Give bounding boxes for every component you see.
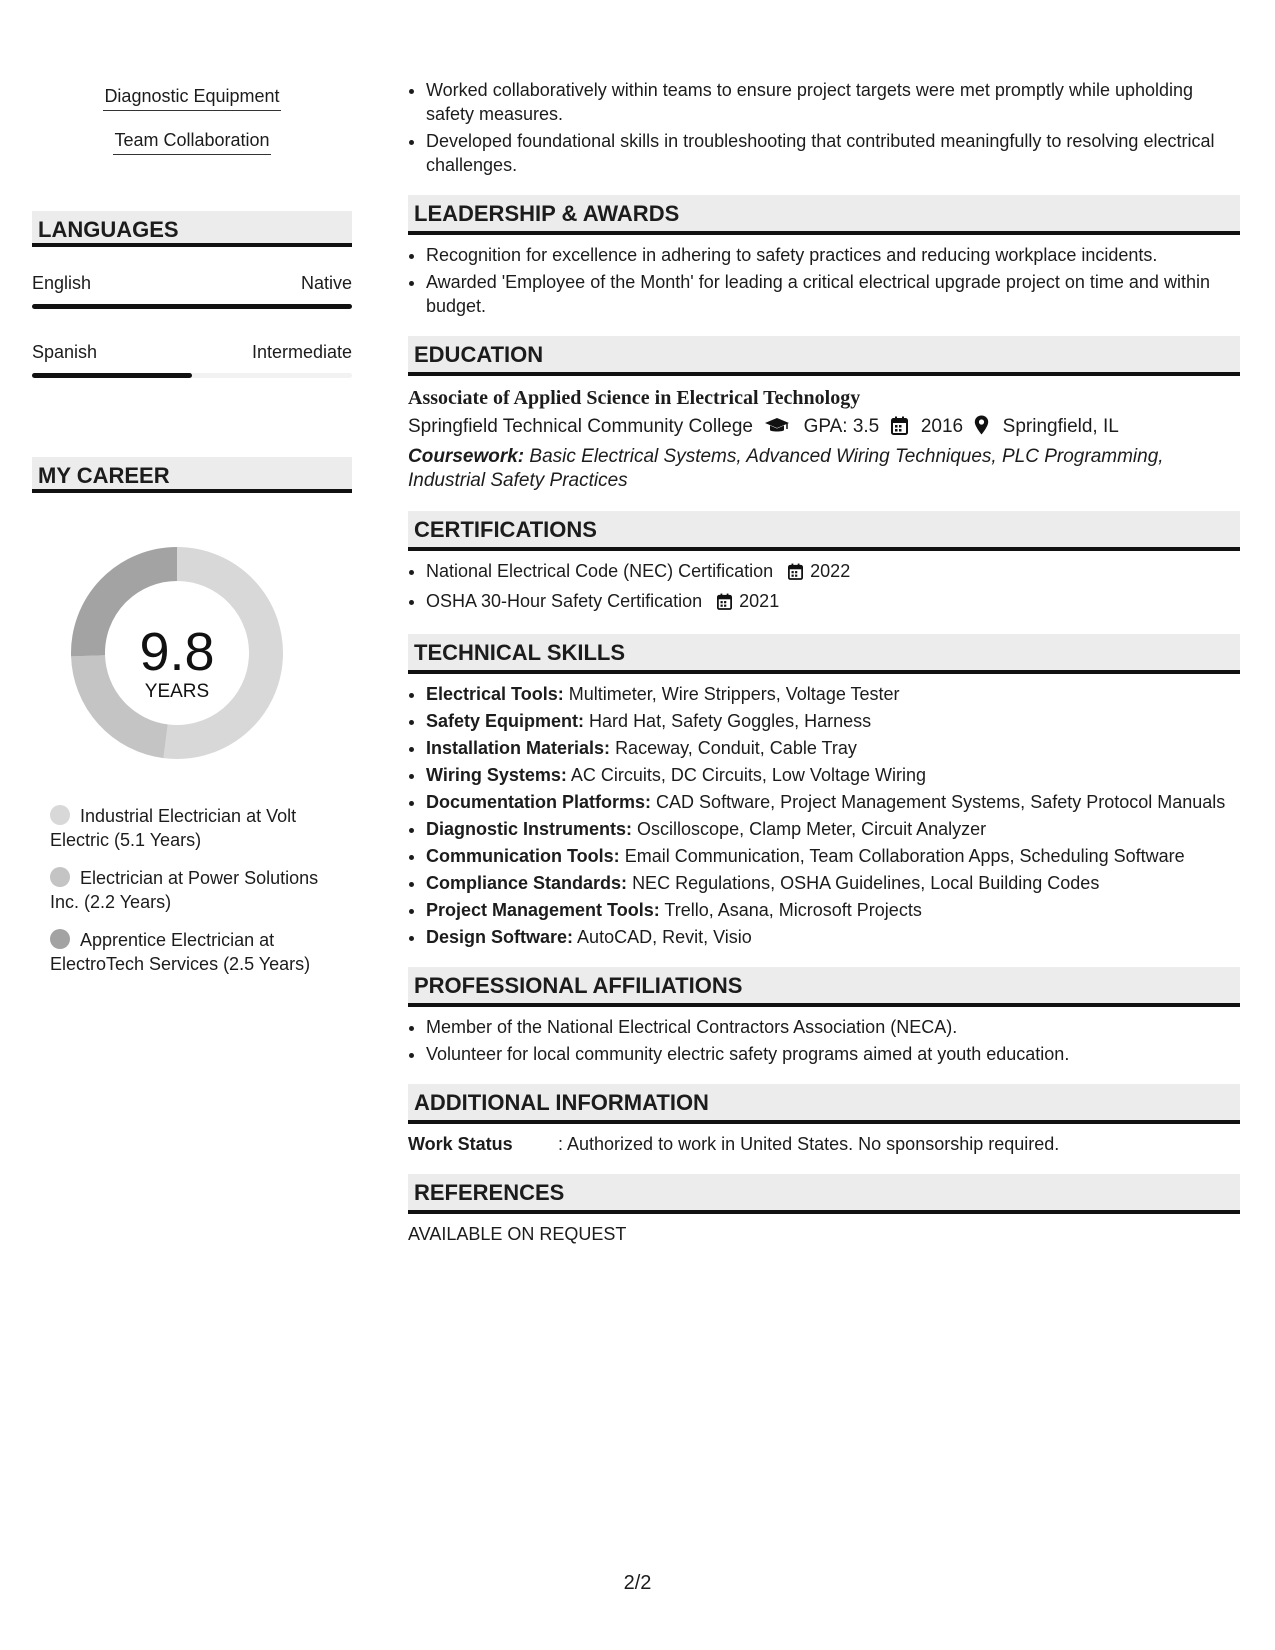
technical-skill-item bbox=[426, 709, 1240, 733]
skill-values: Email Communication, Team Collaboration Apps, Scheduling Software bbox=[624, 846, 1185, 866]
calendar-icon bbox=[788, 562, 803, 586]
technical-skill-item bbox=[426, 871, 1240, 895]
languages-heading: LANGUAGES bbox=[32, 211, 352, 247]
skill-category: Safety Equipment: bbox=[426, 711, 585, 731]
skill-values: Raceway, Conduit, Cable Tray bbox=[615, 738, 857, 758]
career-heading: MY CAREER bbox=[32, 457, 352, 493]
skill-values: Trello, Asana, Microsoft Projects bbox=[664, 900, 922, 920]
coursework-label: Coursework: bbox=[408, 446, 525, 467]
affiliation-item: • Member of the National Electrical Contractors Association (NECA). bbox=[426, 1015, 1240, 1039]
skill-category: Compliance Standards: bbox=[426, 873, 628, 893]
career-total: 9.8 bbox=[139, 622, 215, 682]
skill-values: NEC Regulations, OSHA Guidelines, Local Building Codes bbox=[632, 873, 1100, 893]
skill-category: Wiring Systems: bbox=[426, 765, 567, 785]
right-column bbox=[408, 78, 1240, 1246]
technical-skill-item bbox=[426, 817, 1240, 841]
technical-skill-item bbox=[426, 925, 1240, 949]
certification-item bbox=[426, 559, 1240, 586]
affiliations-heading: PROFESSIONAL AFFILIATIONS bbox=[408, 967, 1240, 1007]
technical-skill-item bbox=[426, 844, 1240, 868]
certifications-heading: CERTIFICATIONS bbox=[408, 511, 1240, 551]
experience-bullets bbox=[408, 78, 1240, 177]
language-bar-fill bbox=[32, 304, 352, 309]
location-pin-icon bbox=[974, 415, 989, 445]
skill-tag bbox=[32, 86, 352, 111]
technical-skill-item bbox=[426, 898, 1240, 922]
education-location: Springfield, IL bbox=[1002, 416, 1119, 437]
language-level: Native bbox=[300, 273, 352, 293]
affiliation-item: • Volunteer for local community electric safety programs aimed at youth education. bbox=[426, 1042, 1240, 1066]
skill-values: AC Circuits, DC Circuits, Low Voltage Wiring bbox=[570, 765, 926, 785]
skill-values: CAD Software, Project Management Systems, Safety Protocol Manuals bbox=[656, 792, 1226, 812]
skill-category: Project Management Tools: bbox=[426, 900, 660, 920]
career-legend-item bbox=[50, 804, 330, 852]
leadership-list bbox=[408, 243, 1240, 318]
technical-skills-list bbox=[408, 682, 1240, 949]
experience-bullet: • Worked collaboratively within teams to ensure project targets were met promptly while upholding safety measures. bbox=[426, 78, 1240, 126]
career-legend-item bbox=[50, 866, 330, 914]
technical-skill-item bbox=[426, 682, 1240, 706]
legend-dot-icon bbox=[50, 805, 70, 825]
career-unit: YEARS bbox=[144, 681, 210, 702]
education-heading: EDUCATION bbox=[408, 336, 1240, 376]
certification-year: 2022 bbox=[810, 561, 851, 581]
leadership-item: • Awarded 'Employee of the Month' for leading a critical electrical upgrade project on time and within budget. bbox=[426, 270, 1240, 318]
work-status-value: : Authorized to work in United States. No sponsorship required. bbox=[558, 1134, 1060, 1154]
career-donut-chart bbox=[64, 540, 290, 766]
career-legend-label: Apprentice Electrician at ElectroTech Services (2.5 Years) bbox=[50, 930, 311, 974]
language-name: English bbox=[32, 273, 92, 293]
certification-item bbox=[426, 589, 1240, 616]
coursework-list: Basic Electrical Systems, Advanced Wiring Techniques, PLC Programming, Industrial Safety Practices bbox=[408, 446, 1164, 491]
education-details bbox=[408, 412, 1240, 445]
skill-values: AutoCAD, Revit, Visio bbox=[577, 927, 752, 947]
language-bar-fill bbox=[32, 373, 192, 378]
language-bar bbox=[32, 373, 352, 378]
legend-dot-icon bbox=[50, 867, 70, 887]
technical-skill-item bbox=[426, 736, 1240, 760]
skill-values: Multimeter, Wire Strippers, Voltage Tester bbox=[568, 684, 900, 704]
work-status-label: Work Status bbox=[408, 1134, 513, 1154]
calendar-icon bbox=[891, 415, 908, 445]
certification-year: 2021 bbox=[739, 591, 780, 611]
references-text: AVAILABLE ON REQUEST bbox=[408, 1224, 627, 1244]
career-legend-item bbox=[50, 928, 330, 976]
skill-values: Hard Hat, Safety Goggles, Harness bbox=[589, 711, 872, 731]
education-degree: Associate of Applied Science in Electrical Technology bbox=[408, 387, 861, 409]
certification-name: National Electrical Code (NEC) Certification bbox=[426, 561, 774, 581]
technical-skills-heading: TECHNICAL SKILLS bbox=[408, 634, 1240, 674]
skill-category: Electrical Tools: bbox=[426, 684, 564, 704]
skill-category: Communication Tools: bbox=[426, 846, 620, 866]
career-legend-label: Industrial Electrician at Volt Electric (5.1 Years) bbox=[50, 806, 297, 850]
leadership-item: • Recognition for excellence in adhering to safety practices and reducing workplace incidents. bbox=[426, 243, 1240, 267]
skill-tag bbox=[32, 130, 352, 155]
skill-category: Installation Materials: bbox=[426, 738, 611, 758]
experience-bullet: • Developed foundational skills in troubleshooting that contributed meaningfully to resolving electrical challenges. bbox=[426, 129, 1240, 177]
career-legend-label: Electrician at Power Solutions Inc. (2.2 Years) bbox=[50, 868, 319, 912]
skill-category: Design Software: bbox=[426, 927, 574, 947]
page-number: 2/2 bbox=[623, 1572, 652, 1594]
work-status-row bbox=[408, 1132, 1240, 1156]
skill-tag-label: Diagnostic Equipment bbox=[103, 86, 280, 111]
technical-skill-item bbox=[426, 790, 1240, 814]
education-school: Springfield Technical Community College bbox=[408, 416, 753, 437]
skill-values: Oscilloscope, Clamp Meter, Circuit Analyzer bbox=[637, 819, 987, 839]
education-coursework bbox=[408, 445, 1240, 493]
leadership-heading: LEADERSHIP & AWARDS bbox=[408, 195, 1240, 235]
graduation-cap-icon bbox=[764, 415, 790, 445]
legend-dot-icon bbox=[50, 929, 70, 949]
affiliations-list bbox=[408, 1015, 1240, 1066]
references-heading: REFERENCES bbox=[408, 1174, 1240, 1214]
skill-tag-label: Team Collaboration bbox=[113, 130, 270, 155]
education-gpa: GPA: 3.5 bbox=[803, 416, 880, 437]
certifications-list bbox=[408, 559, 1240, 616]
language-level: Intermediate bbox=[251, 342, 352, 362]
language-bar bbox=[32, 304, 352, 309]
education-year: 2016 bbox=[920, 416, 964, 437]
skill-category: Diagnostic Instruments: bbox=[426, 819, 633, 839]
certification-name: OSHA 30-Hour Safety Certification bbox=[426, 591, 703, 611]
language-name: Spanish bbox=[32, 342, 98, 362]
skill-category: Documentation Platforms: bbox=[426, 792, 652, 812]
additional-info-heading: ADDITIONAL INFORMATION bbox=[408, 1084, 1240, 1124]
calendar-icon bbox=[717, 592, 732, 616]
technical-skill-item bbox=[426, 763, 1240, 787]
